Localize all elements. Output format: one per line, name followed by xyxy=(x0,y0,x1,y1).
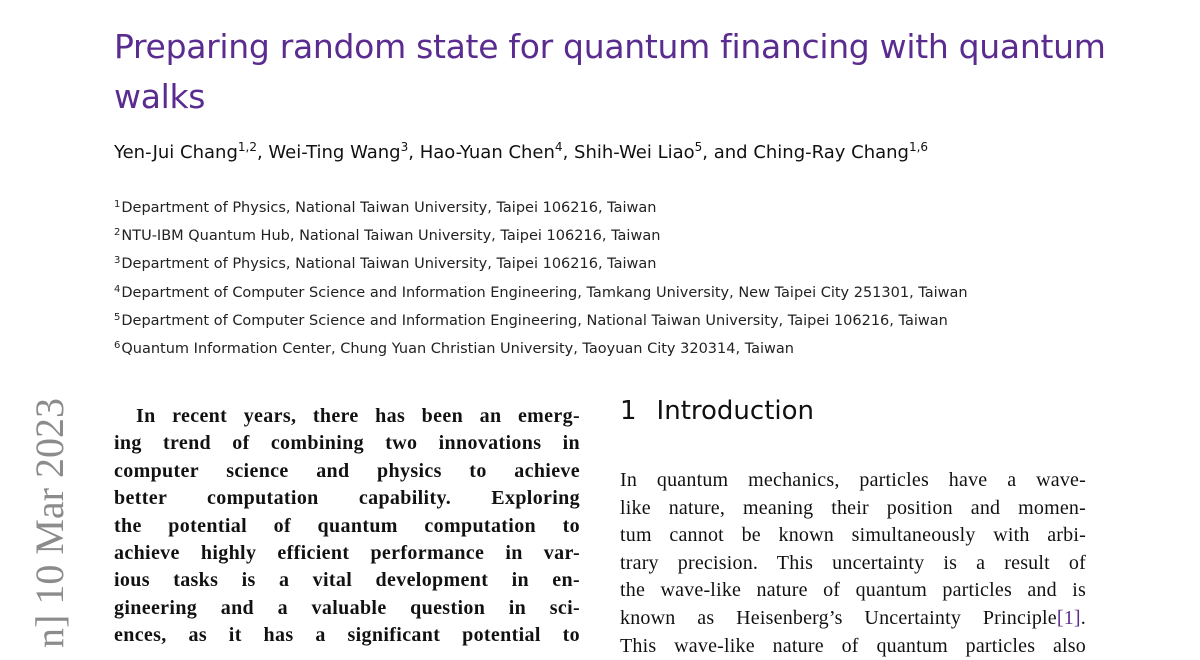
intro-line: tum cannot be known simultaneously with arbi- xyxy=(620,524,1086,547)
author-list xyxy=(114,142,928,163)
affiliation-text: Department of Physics, National Taiwan University, Taipei 106216, Taiwan xyxy=(121,200,657,216)
intro-line: This wave-like nature of quantum particles also xyxy=(620,634,1086,657)
affiliation xyxy=(114,313,968,341)
affiliation xyxy=(114,341,968,369)
author-separator: , xyxy=(562,142,575,163)
author-separator: , and xyxy=(702,142,754,163)
introduction-text xyxy=(620,467,1086,660)
affiliation-text: Quantum Information Center, Chung Yuan Christian University, Taoyuan City 320314, Taiwan xyxy=(121,340,794,357)
abstract-line: better computation capability. Exploring xyxy=(114,487,580,510)
intro-line xyxy=(620,605,1086,633)
abstract-line: gineering and a valuable question in sci- xyxy=(114,596,580,619)
affiliation xyxy=(114,200,968,228)
affiliation xyxy=(114,285,968,313)
affiliation-number: 5 xyxy=(114,311,121,323)
author-separator: , xyxy=(408,142,420,163)
affiliation-number: 4 xyxy=(114,283,121,295)
author-separator: , xyxy=(256,142,269,163)
intro-line: the wave-like nature of quantum particles and is xyxy=(620,579,1086,602)
citation-link[interactable]: [1] xyxy=(1056,606,1081,629)
abstract-line: ences, as it has a significant potential to xyxy=(114,624,580,647)
paper-title: Preparing random state for quantum financing with quantum walks xyxy=(114,27,1106,116)
author-affiliation-mark: 1,6 xyxy=(908,140,929,154)
affiliation xyxy=(114,228,968,256)
arxiv-sideband: n] 10 Mar 2023 xyxy=(27,398,72,648)
affiliation-number: 2 xyxy=(114,227,121,239)
abstract-line: achieve highly efficient performance in var- xyxy=(114,541,580,564)
intro-line: trary precision. This uncertainty is a result of xyxy=(620,551,1086,574)
abstract-line: computer science and physics to achieve xyxy=(114,459,580,482)
affiliation-text: Department of Computer Science and Information Engineering, Tamkang University, New Taipei City 251301, Taiwan xyxy=(121,284,968,301)
author-name: Wei-Ting Wang xyxy=(268,142,401,163)
author-affiliation-mark: 5 xyxy=(694,140,703,154)
author-affiliation-mark: 1,2 xyxy=(237,140,257,154)
abstract xyxy=(114,403,580,650)
author-name: Hao-Yuan Chen xyxy=(419,142,555,163)
author-name: Yen-Jui Chang xyxy=(114,142,238,163)
affiliation-number: 1 xyxy=(114,199,121,210)
affiliation-number: 3 xyxy=(114,255,121,267)
affiliation-text: NTU-IBM Quantum Hub, National Taiwan University, Taipei 106216, Taiwan xyxy=(121,228,661,245)
affiliation-text: Department of Computer Science and Information Engineering, National Taiwan University, Taipei 106216, Taiwan xyxy=(121,312,948,329)
intro-line: In quantum mechanics, particles have a wave- xyxy=(620,469,1086,491)
author-name: Ching-Ray Chang xyxy=(753,142,909,163)
author-affiliation-mark: 4 xyxy=(554,140,563,154)
intro-line-text: . xyxy=(1080,606,1086,629)
abstract-line: the potential of quantum computation to xyxy=(114,514,580,537)
section-title: Introduction xyxy=(656,396,814,426)
affiliation-number: 6 xyxy=(114,339,121,351)
affiliation-text: Department of Physics, National Taiwan University, Taipei 106216, Taiwan xyxy=(121,256,657,273)
section-heading xyxy=(620,396,814,426)
author-name: Shih-Wei Liao xyxy=(574,142,695,163)
section-number: 1 xyxy=(620,396,637,426)
intro-line: like nature, meaning their position and momen- xyxy=(620,496,1086,519)
affiliation-list xyxy=(114,200,968,369)
intro-line-text: known as Heisenberg’s Uncertainty Principle xyxy=(620,606,1057,629)
author-affiliation-mark: 3 xyxy=(400,140,409,154)
abstract-line: In recent years, there has been an emerg- xyxy=(136,405,580,427)
affiliation xyxy=(114,256,968,284)
abstract-line: ing trend of combining two innovations in xyxy=(114,432,580,455)
abstract-line: ious tasks is a vital development in en- xyxy=(114,569,580,592)
